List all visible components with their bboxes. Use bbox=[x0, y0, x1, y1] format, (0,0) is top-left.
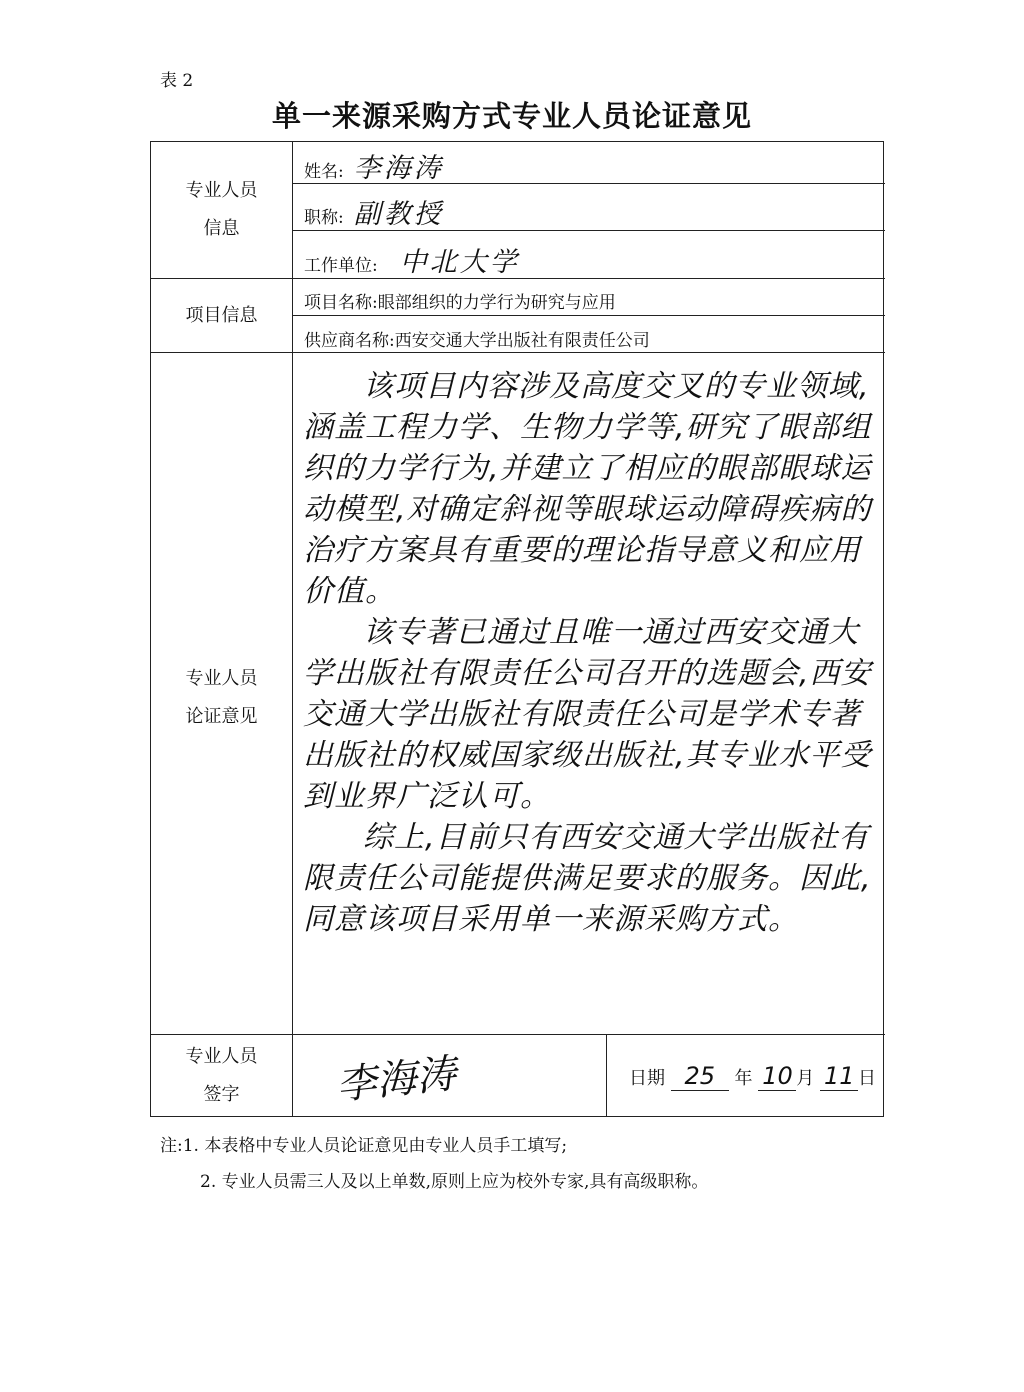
title-field bbox=[304, 192, 444, 231]
date-label: 日期 bbox=[629, 1068, 665, 1089]
left-column-divider bbox=[292, 142, 293, 1034]
name-field bbox=[304, 146, 444, 185]
footnotes bbox=[160, 1128, 708, 1200]
footnote-1: 注:1. 本表格中专业人员论证意见由专业人员手工填写; bbox=[160, 1136, 568, 1156]
opinion-label-line2: 论证意见 bbox=[185, 706, 258, 727]
opinion-paragraph: 该专著已通过且唯一通过西安交通大学出版社有限责任公司召开的选题会,西安交通大学出版社有限责任公司是学术专著出版社的权威国家级出版社,其专业水平受到业界广泛认可。 bbox=[303, 615, 872, 814]
date-month-unit: 月 bbox=[796, 1068, 815, 1089]
footnote-2: 2. 专业人员需三人及以上单数,原则上应为校外专家,具有高级职称。 bbox=[200, 1172, 709, 1192]
table-label: 表 2 bbox=[160, 71, 194, 91]
date-month: 10 bbox=[758, 1062, 796, 1091]
signature-label-line2: 签字 bbox=[203, 1084, 240, 1105]
expert-info-label-line2: 信息 bbox=[203, 218, 240, 239]
opinion-paragraph: 综上,目前只有西安交通大学出版社有限责任公司能提供满足要求的服务。因此,同意该项目采用单一来源采购方式。 bbox=[303, 820, 872, 937]
document-title: 单一来源采购方式专业人员论证意见 bbox=[271, 99, 752, 133]
date-column-divider bbox=[606, 1034, 607, 1116]
unit-value: 中北大学 bbox=[399, 247, 520, 278]
name-label: 姓名: bbox=[304, 162, 344, 182]
unit-field bbox=[304, 240, 520, 279]
handwritten-signature: 李海涛 bbox=[334, 1050, 459, 1110]
signature-label bbox=[151, 1038, 292, 1114]
date-day: 11 bbox=[820, 1062, 858, 1091]
date-field bbox=[629, 1062, 876, 1091]
unit-label: 工作单位: bbox=[304, 256, 378, 276]
project-info-divider bbox=[151, 352, 885, 353]
date-day-unit: 日 bbox=[857, 1068, 876, 1089]
left-column-divider-bottom bbox=[292, 1034, 293, 1116]
project-info-label: 项目信息 bbox=[185, 305, 258, 326]
name-value: 李海涛 bbox=[353, 153, 444, 184]
project-name-divider bbox=[292, 315, 885, 316]
evaluation-form bbox=[150, 141, 884, 1117]
opinion-label-line1: 专业人员 bbox=[185, 668, 258, 689]
title-value: 副教授 bbox=[353, 199, 444, 230]
opinion-text bbox=[303, 366, 878, 940]
expert-info-label-line1: 专业人员 bbox=[185, 180, 258, 201]
signature-label-line1: 专业人员 bbox=[185, 1046, 258, 1067]
opinion-divider bbox=[151, 1034, 885, 1035]
title-label: 职称: bbox=[304, 208, 344, 228]
date-year-unit: 年 bbox=[734, 1068, 753, 1089]
opinion-paragraph: 该项目内容涉及高度交叉的专业领域,涵盖工程力学、生物力学等,研究了眼部组织的力学行为,并建立了相应的眼部眼球运动模型,对确定斜视等眼球运动障碍疾病的治疗方案具有重要的理论指导意义和应用价值。 bbox=[303, 369, 872, 609]
project-name: 项目名称:眼部组织的力学行为研究与应用 bbox=[304, 293, 616, 313]
supplier-name: 供应商名称:西安交通大学出版社有限责任公司 bbox=[304, 331, 650, 351]
date-year: 25 bbox=[671, 1062, 729, 1091]
expert-info-label bbox=[151, 172, 292, 248]
opinion-label bbox=[151, 660, 292, 736]
